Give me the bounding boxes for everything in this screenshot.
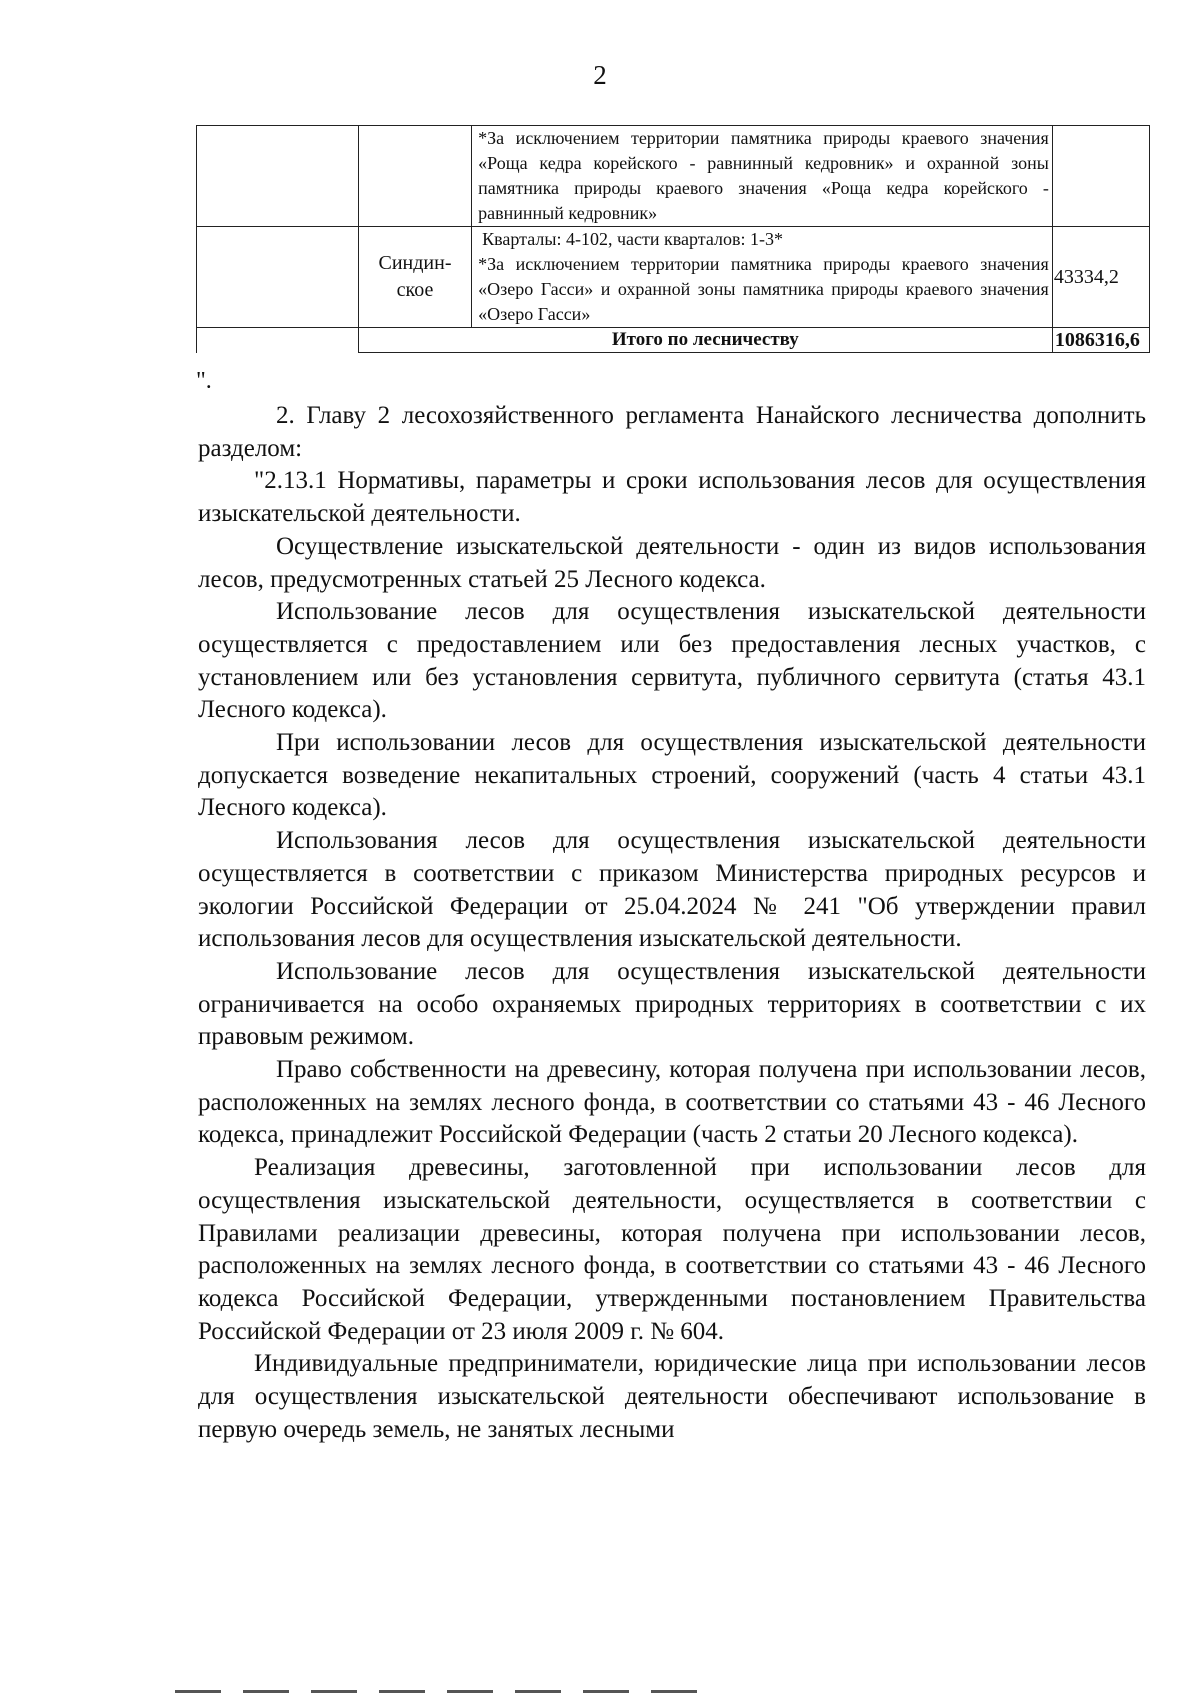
scan-mark <box>175 1690 221 1693</box>
document-body <box>198 400 1146 1447</box>
paragraph: Индивидуальные предприниматели, юридические лица при использовании лесов для осуществления изыскательской деятельности обеспечивают использование в первую очередь земель, не занятых лесными <box>198 1350 1146 1443</box>
quarters-text: Кварталы: 4-102, части кварталов: 1-3* <box>482 229 783 249</box>
total-label: Итого по лесничеству <box>358 328 1052 353</box>
paragraph: 2. Главу 2 лесохозяйственного регламента Нанайского лесничества дополнить разделом: <box>198 402 1146 462</box>
forestry-table <box>196 125 1150 353</box>
table-cell-empty <box>197 328 359 353</box>
district-cell: Синдин- ское <box>358 227 471 328</box>
table-row <box>197 227 1150 328</box>
description-text: *За исключением территории памятника природы краевого значения «Озеро Гасси» и охранной зоны памятника природы краевого значения «Озеро Гасси» <box>478 254 1049 324</box>
paragraph: Реализация древесины, заготовленной при использовании лесов для осуществления изыскательской деятельности, осуществляется в соответствии с Правилами реализации древесины, которая получена при использовании лесов, расположенных на землях лесного фонда, в соответствии со статьями 43 - 46 Лесного кодекса Российской Федерации, утвержденными постановлением Правительства Российской Федерации от 23 июля 2009 г. № 604. <box>198 1154 1146 1345</box>
scan-mark <box>583 1690 629 1693</box>
paragraph: "2.13.1 Нормативы, параметры и сроки использования лесов для осуществления изыскательской деятельности. <box>198 467 1146 528</box>
scan-mark <box>379 1690 425 1693</box>
area-cell <box>1052 126 1149 227</box>
total-value: 1086316,6 <box>1052 328 1149 353</box>
paragraph: Осуществление изыскательской деятельности - один из видов использования лесов, предусмотренных статьей 25 Лесного кодекса. <box>198 532 1146 593</box>
district-cell <box>358 126 471 227</box>
scan-mark <box>447 1690 493 1693</box>
area-cell: 43334,2 <box>1052 227 1149 328</box>
paragraph: Использование лесов для осуществления изыскательской деятельности ограничивается на особо охраняемых природных территориях в соответствии с их правовым режимом. <box>198 957 1146 1051</box>
description-text: *За исключением территории памятника природы краевого значения «Роща кедра корейского - равнинный кедровник» и охранной зоны памятника природы краевого значения «Роща кедра корейского - равнинный кедровник» <box>478 128 1049 223</box>
description-cell <box>472 227 1053 328</box>
page-number: 2 <box>593 60 607 90</box>
paragraph: Использования лесов для осуществления изыскательской деятельности осуществляется в соответствии с приказом Министерства природных ресурсов и экологии Российской Федерации от 25.04.2024 № 241 "Об утверждении правил использования лесов для осуществления изыскательской деятельности. <box>198 827 1146 953</box>
scan-mark <box>651 1690 697 1693</box>
table-row <box>197 126 1150 227</box>
table-total-row <box>197 328 1150 353</box>
paragraph: При использовании лесов для осуществления изыскательской деятельности допускается возведение некапитальных строений, сооружений (часть 4 статьи 43.1 Лесного кодекса). <box>198 729 1146 822</box>
table-cell-empty <box>197 126 359 227</box>
footer-scan-marks <box>175 1690 795 1694</box>
scan-mark <box>243 1690 289 1693</box>
paragraph: Право собственности на древесину, которая получена при использовании лесов, расположенных на землях лесного фонда, в соответствии со статьями 43 - 46 Лесного кодекса, принадлежит Российской Федерации (часть 2 статьи 20 Лесного кодекса). <box>198 1056 1146 1149</box>
scan-mark <box>311 1690 357 1693</box>
closing-quote: ". <box>196 368 212 394</box>
scan-mark <box>515 1690 561 1693</box>
table-cell-empty <box>197 227 359 328</box>
description-cell <box>472 126 1053 227</box>
paragraph: Использование лесов для осуществления изыскательской деятельности осуществляется с предоставлением или без предоставления лесных участков, с установлением или без установления сервитута, публичного сервитута (статья 43.1 Лесного кодекса). <box>198 598 1146 724</box>
